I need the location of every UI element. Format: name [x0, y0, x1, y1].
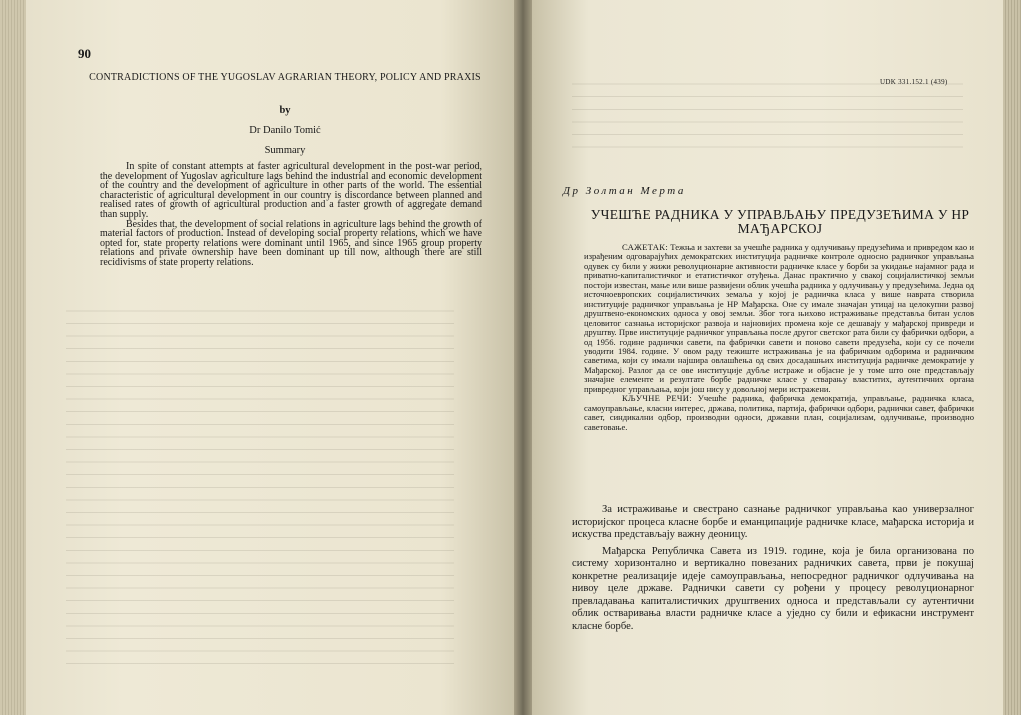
abstract-label: САЖЕТАК:: [622, 242, 669, 252]
summary-paragraph: In spite of constant attempts at faster agricultural development in the post-war period, the development of Yugoslav agriculture lags behind the industrial and economic development of the country and the development of agriculture in other parts of the world. The essential characteristic of agricultural development in our country is discordance between planned and realised rates of growth of agricultural production and a faster growth of aggregate demand than supply.: [100, 161, 482, 220]
author-name-english: Dr Danilo Tomić: [249, 125, 321, 136]
article-title-serbian: УЧЕШЋЕ РАДНИКА У УПРАВЉАЊУ ПРЕДУЗЕЋИМА У НР МАЂАРСКОЈ: [590, 207, 970, 236]
page-stack-right: [1003, 0, 1021, 715]
body-paragraph: За истраживање и свестрано сазнање радничког управљања као универзалног историјског процеса класне борбе и еманципације радничке класе, мађарска историја и искуства представљају важну деоницу.: [572, 504, 974, 540]
page-number: 90: [78, 46, 91, 61]
author-name-serbian: Др Золтан Мерта: [563, 185, 686, 197]
summary-text: [100, 162, 482, 268]
article-title-english: CONTRADICTIONS OF THE YUGOSLAV AGRARIAN THEORY, POLICY AND PRAXIS: [89, 72, 481, 83]
page-stack-left: [0, 0, 26, 715]
udk-classification: UDK 331.152.1 (439): [880, 78, 948, 86]
body-text: [572, 504, 974, 637]
book-gutter: [514, 0, 532, 715]
by-line: by: [279, 105, 291, 116]
keywords-paragraph: [584, 394, 974, 432]
abstract-text: Тежња и захтеви за учешће радника у одлучивању предузећима и привредом као и израђеним одговарајућих демократских институција радничке контроле односно радничког управљања одувек су били у жижи револуционарне активности радничке класе у борби за укидање најамног рада и приватно-капиталистичког и етатистичког отуђења. Данас практично у свакој социјалистичкој земљи постоји известан, мање или више развијени облик учешћа радника у одлучивању у предузећима. Једна од источноевропских социјалистичких земаља у којој је радничка класа у више наврата створила институције радничког управљања је НР Мађарска. Оне су имале значајан утицај на целокупни развој друштвено-економских односа у овој земљи. Због тога њихово истраживање представља битан услов целовитог сазнања историјског развоја и најновијих промена које се дешавају у мађарској привреди и друштву. Прве институције радничког управљања после другог светског рата били су фабрички одбори, а од 1956. године раднички савети, па фабрички савети и поново савети предузећа, који су се почели уводити 1984. године. У овом раду тежиште истраживања је на фабричким одборима и радничким саветима, који су имали најшира овлашћења од свих досадашњих институција радничке демократије у Мађарској. Разлог да се ове институције дубље истраже и објасне је у томе што оне представљају значајне елементе и резултате борбе радничке класе у стварању властитих, аутентичних органа привредног управљања, који још нису у довољној мери истражени.: [584, 242, 975, 394]
summary-paragraph: Besides that, the development of social relations in agriculture lags behind the growth of material factors of production. Instead of developing social property relations, which we have opted for, state property relations were dominant until 1965, and since 1965 group property relations and private ownership have been dominant up till now, although there are still recidivisms of state property relations.: [100, 218, 482, 268]
keywords-label: КЉУЧНЕ РЕЧИ:: [622, 393, 692, 404]
abstract-block: [584, 243, 974, 432]
body-paragraph: Мађарска Републичка Савета из 1919. године, која је била организована по систему хоризонтално и вертикално повезаних радничких савета, први је покушај конкретне реализације идеје самоуправљања, непосредног радничког одлучивања на нивоу целе државе. Раднички савети су рођени у процесу револуционарног превладавања капиталистичких друштвених односа и представљали су аутентични облик остваривања власти радничке класе а уједно су били и ефикасни инструмент класне борбе.: [572, 545, 974, 632]
summary-heading: Summary: [264, 145, 306, 156]
keywords-text: Учешће радника, фабричка демократија, управљање, радничка класа, самоуправљање, класни интерес, држава, политика, партија, фабрички одбори, раднички савет, фабрички савет, синдикални одбор, производни односи, државни план, социјализам, одлучивање, производно саветовање.: [584, 393, 974, 432]
abstract-paragraph: [584, 243, 974, 394]
